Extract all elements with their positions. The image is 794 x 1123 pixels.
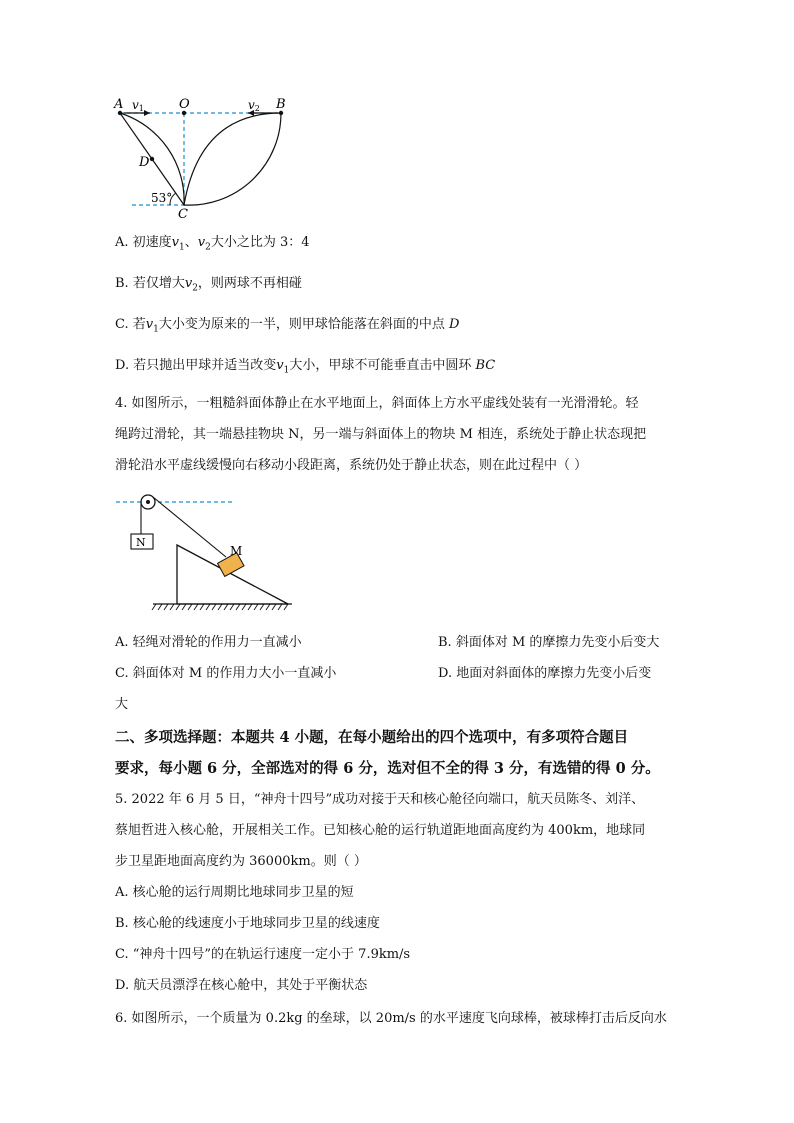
q4-option-d-wrap: 大 — [115, 697, 129, 712]
label-v1: v1 — [132, 98, 144, 113]
projectile-arc-diagram — [110, 92, 300, 220]
q5-option-b: B. 核心舱的线速度小于地球同步卫星的线速度 — [115, 916, 380, 931]
q3-option-a: A. 初速度$v_1$、$v_2$大小之比为 3：4 — [115, 235, 310, 253]
q4-stem-line-2: 绳跨过滑轮，其一端悬挂物块 N，另一端与斜面体上的物块 M 相连，系统处于静止状态现把 — [115, 427, 647, 442]
q6-stem-line-1: 6. 如图所示，一个质量为 0.2kg 的垒球，以 20m/s 的水平速度飞向球棒，被球棒打击后反向水 — [115, 1011, 667, 1026]
label-C: C — [178, 207, 188, 220]
q3-option-b: B. 若仅增大$v_2$，则两球不再相碰 — [115, 276, 302, 294]
q5-stem-line-3: 步卫星距地面高度约为 36000km。则（ ） — [115, 854, 367, 869]
q4-option-a: A. 轻绳对滑轮的作用力一直减小 — [115, 635, 302, 650]
q5-option-d: D. 航天员漂浮在核心舱中，其处于平衡状态 — [115, 978, 368, 993]
q5-option-c: C. “神舟十四号”的在轨运行速度一定小于 7.9km/s — [115, 947, 411, 962]
label-O: O — [179, 97, 190, 112]
label-D: D — [139, 155, 150, 170]
q5-option-a: A. 核心舱的运行周期比地球同步卫星的短 — [115, 885, 354, 900]
label-angle: 53° — [151, 191, 173, 205]
section-2-heading-line-2: 要求，每小题 6 分，全部选对的得 6 分，选对但不全的得 3 分，有选错的得 0 分。 — [115, 760, 660, 777]
q4-option-d: D. 地面对斜面体的摩擦力先变小后变 — [438, 666, 652, 681]
q4-stem-line-3: 滑轮沿水平虚线缓慢向右移动小段距离，系统仍处于静止状态，则在此过程中（ ） — [115, 458, 588, 473]
q3-option-d: D. 若只抛出甲球并适当改变$v_1$大小，甲球不可能垂直击中圆环 BC — [115, 358, 496, 376]
q3-option-c: C. 若$v_1$大小变为原来的一半，则甲球恰能落在斜面的中点 D — [115, 317, 460, 335]
label-B: B — [276, 97, 286, 112]
pulley-incline-diagram — [112, 490, 302, 615]
block-N-label: N — [136, 536, 146, 549]
section-2-heading-line-1: 二、多项选择题：本题共 4 小题，在每小题给出的四个选项中，有多项符合题目 — [115, 729, 629, 746]
label-v2: v2 — [248, 98, 260, 113]
label-A: A — [114, 97, 124, 112]
q4-option-c: C. 斜面体对 M 的作用力大小一直减小 — [115, 666, 337, 681]
block-M-label: M — [230, 544, 243, 558]
q4-stem-line-1: 4. 如图所示，一粗糙斜面体静止在水平地面上，斜面体上方水平虚线处装有一光滑滑轮。轻 — [115, 396, 639, 411]
q4-option-b: B. 斜面体对 M 的摩擦力先变小后变大 — [438, 635, 660, 650]
q5-stem-line-2: 蔡旭哲进入核心舱，开展相关工作。已知核心舱的运行轨道距地面高度约为 400km，地球同 — [115, 823, 646, 838]
q5-stem-line-1: 5. 2022 年 6 月 5 日，“神舟十四号”成功对接于天和核心舱径向端口，航天员陈冬、刘洋、 — [115, 792, 645, 807]
